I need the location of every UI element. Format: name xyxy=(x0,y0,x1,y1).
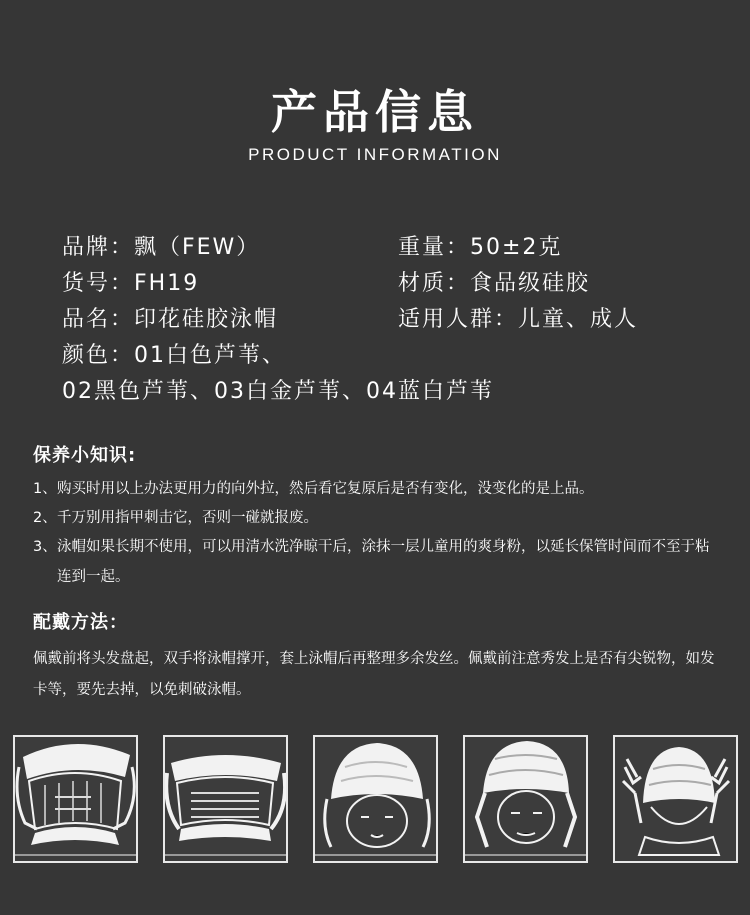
care-item xyxy=(33,474,723,504)
care-item-number: 3、 xyxy=(33,539,57,555)
item-number-field: 货号：FH19 xyxy=(62,271,200,296)
color-field-continued: 02黑色芦苇、03白金芦苇、04蓝白芦苇 xyxy=(62,379,494,404)
pull-down-cap-step-4-icon xyxy=(463,735,588,863)
care-item-number: 2、 xyxy=(33,510,57,526)
care-item xyxy=(33,532,723,592)
care-item-text: 千万别用指甲刺击它，否则一碰就报废。 xyxy=(57,510,318,526)
product-name-field: 品名：印花硅胶泳帽 xyxy=(62,307,279,332)
color-field: 颜色：01白色芦苇、 xyxy=(62,343,286,368)
stretch-cap-step-1-icon xyxy=(13,735,138,863)
care-title: 保养小知识: xyxy=(33,445,137,466)
stretch-cap-step-2-icon xyxy=(163,735,288,863)
adjust-cap-step-5-icon xyxy=(613,735,738,863)
material-field: 材质：食品级硅胶 xyxy=(398,271,591,296)
weight-field: 重量：50±2克 xyxy=(398,235,563,260)
audience-field: 适用人群：儿童、成人 xyxy=(398,307,639,332)
brand-field: 品牌：飘（FEW） xyxy=(62,235,261,260)
care-item-text: 购买时用以上办法更用力的向外拉，然后看它复原后是否有变化，没变化的是上品。 xyxy=(57,481,594,497)
wear-instructions: 佩戴前将头发盘起，双手将泳帽撑开，套上泳帽后再整理多余发丝。佩戴前注意秀发上是否有尖锐物，如发卡等，要先去掉，以免刺破泳帽。 xyxy=(33,651,715,698)
care-item-number: 1、 xyxy=(33,481,57,497)
wear-title: 配戴方法： xyxy=(33,612,128,633)
wearing-steps xyxy=(13,735,739,863)
care-item xyxy=(33,503,723,533)
put-on-cap-step-3-icon xyxy=(313,735,438,863)
care-item-text: 泳帽如果长期不使用，可以用清水洗净晾干后，涂抹一层儿童用的爽身粉，以延长保管时间而不至于粘连到一起。 xyxy=(57,539,710,585)
page-subtitle: PRODUCT INFORMATION xyxy=(248,145,502,164)
page-title: 产品信息 xyxy=(271,85,479,139)
